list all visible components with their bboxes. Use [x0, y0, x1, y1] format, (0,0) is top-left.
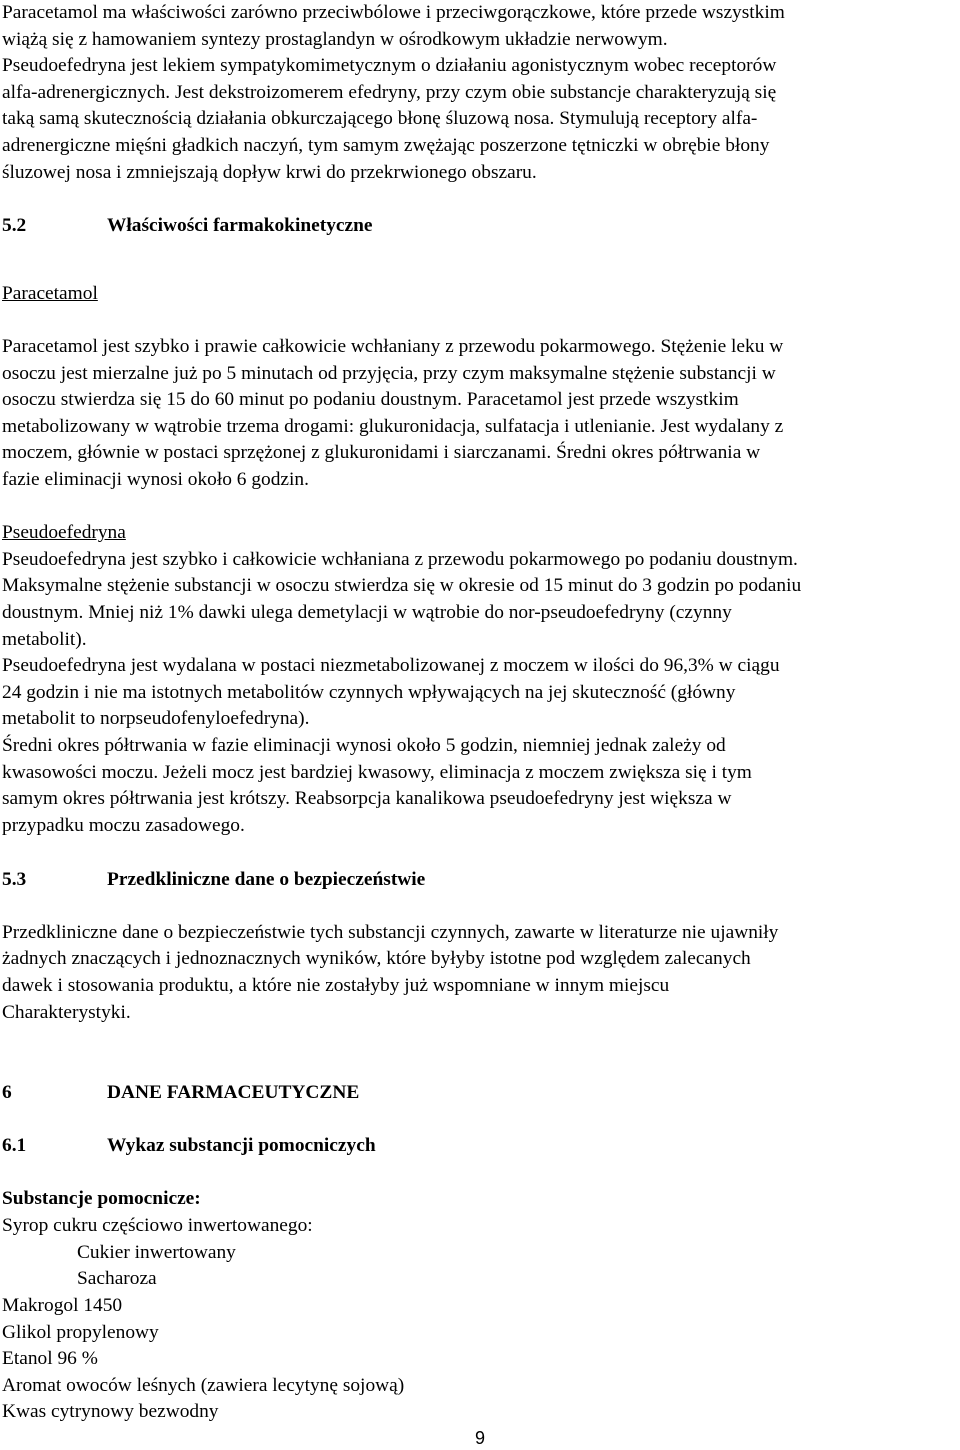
excipient-item: Aromat owoców leśnych (zawiera lecytynę sojową)	[2, 1375, 405, 1396]
paracetamol-line-2: osoczu jest mierzalne już po 5 minutach od przyjęcia, przy czym maksymalne stężenie substancji w	[2, 363, 776, 384]
section-number: 6.1	[2, 1135, 27, 1156]
pseudoefedryna-line-8: Średni okres półtrwania w fazie eliminacji wynosi około 5 godzin, niemniej jednak zależy od	[2, 735, 726, 756]
pseudoefedryna-line-9: kwasowości moczu. Jeżeli mocz jest bardziej kwasowy, eliminacja z moczem zwiększa się i tym	[2, 762, 752, 783]
intro-line-2: wiążą się z hamowaniem syntezy prostaglandyn w ośrodkowym układzie nerwowym.	[2, 29, 668, 50]
excipient-item: Kwas cytrynowy bezwodny	[2, 1401, 219, 1422]
preclinical-line-1: Przedkliniczne dane o bezpieczeństwie tych substancji czynnych, zawarte w literaturze nie ujawniły	[2, 922, 779, 943]
pseudoefedryna-line-4: metabolit).	[2, 629, 87, 650]
pseudoefedryna-line-6: 24 godzin i nie ma istotnych metabolitów czynnych wpływających na jej skuteczność (główny	[2, 682, 736, 703]
intro-line-3: Pseudoefedryna jest lekiem sympatykomimetycznym o działaniu agonistycznym wobec receptorów	[2, 55, 777, 76]
paracetamol-line-3: osoczu stwierdza się 15 do 60 minut po podaniu doustnym. Paracetamol jest przede wszystkim	[2, 389, 739, 410]
section-title: Właściwości farmakokinetyczne	[107, 215, 373, 236]
paracetamol-line-5: moczem, głównie w postaci sprzężonej z glukuronidami i siarczanami. Średni okres półtrwania w	[2, 442, 761, 463]
pseudoefedryna-line-2: Maksymalne stężenie substancji w osoczu stwierdza się w okresie od 15 minut do 3 godzin po podaniu	[2, 575, 802, 596]
paracetamol-line-4: metabolizowany w wątrobie trzema drogami: glukuronidacja, sulfatacja i utlenianie. Jest wydalany z	[2, 416, 784, 437]
section-number: 5.2	[2, 215, 27, 236]
pseudoefedryna-line-10: samym okres półtrwania jest krótszy. Reabsorpcja kanalikowa pseudoefedryny jest większa w	[2, 788, 732, 809]
paracetamol-heading: Paracetamol	[2, 283, 98, 304]
section-6-heading	[2, 1080, 359, 1106]
excipient-item: Cukier inwertowany	[77, 1242, 236, 1263]
page-number: 9	[474, 1428, 485, 1448]
section-number: 6	[2, 1082, 12, 1103]
excipient-item: Etanol 96 %	[2, 1348, 98, 1369]
intro-line-5: taką samą skutecznością działania obkurczającego błonę śluzową nosa. Stymulują receptory alfa-	[2, 108, 758, 129]
section-5-2-heading	[2, 213, 373, 239]
pseudoefedryna-line-1: Pseudoefedryna jest szybko i całkowicie wchłaniana z przewodu pokarmowego po podaniu doustnym.	[2, 549, 798, 570]
excipient-item: Glikol propylenowy	[2, 1322, 159, 1343]
pseudoefedryna-line-5: Pseudoefedryna jest wydalana w postaci niezmetabolizowanej z moczem w ilości do 96,3% w ciągu	[2, 655, 780, 676]
section-title: DANE FARMACEUTYCZNE	[107, 1082, 360, 1103]
section-title: Wykaz substancji pomocniczych	[107, 1135, 376, 1156]
pseudoefedryna-heading: Pseudoefedryna	[2, 522, 126, 543]
pseudoefedryna-line-7: metabolit to norpseudofenyloefedryna).	[2, 708, 310, 729]
paracetamol-line-6: fazie eliminacji wynosi około 6 godzin.	[2, 469, 309, 490]
preclinical-line-3: dawek i stosowania produktu, a które nie zostałyby już wspomniane w innym miejscu	[2, 975, 670, 996]
excipients-heading: Substancje pomocnicze:	[2, 1188, 201, 1209]
excipient-item: Makrogol 1450	[2, 1295, 123, 1316]
pseudoefedryna-line-3: doustnym. Mniej niż 1% dawki ulega demetylacji w wątrobie do nor-pseudoefedryny (czynny	[2, 602, 732, 623]
section-5-3-heading	[2, 867, 425, 893]
intro-line-6: adrenergiczne mięśni gładkich naczyń, tym samym zwężając poszerzone tętniczki w obrębie błony	[2, 135, 770, 156]
intro-line-4: alfa-adrenergicznych. Jest dekstroizomerem efedryny, przy czym obie substancje charakteryzują się	[2, 82, 777, 103]
excipient-item: Syrop cukru częściowo inwertowanego:	[2, 1215, 313, 1236]
paracetamol-line-1: Paracetamol jest szybko i prawie całkowicie wchłaniany z przewodu pokarmowego. Stężenie leku w	[2, 336, 784, 357]
excipient-item: Sacharoza	[77, 1268, 157, 1289]
intro-line-1: Paracetamol ma właściwości zarówno przeciwbólowe i przeciwgorączkowe, które przede wszystkim	[2, 2, 785, 23]
section-title: Przedkliniczne dane o bezpieczeństwie	[107, 869, 426, 890]
section-number: 5.3	[2, 869, 27, 890]
preclinical-line-2: żadnych znaczących i jednoznacznych wyników, które byłyby istotne pod względem zalecanych	[2, 948, 751, 969]
section-6-1-heading	[2, 1133, 376, 1159]
intro-line-7: śluzowej nosa i zmniejszają dopływ krwi do przekrwionego obszaru.	[2, 162, 537, 183]
preclinical-line-4: Charakterystyki.	[2, 1002, 131, 1023]
pseudoefedryna-line-11: przypadku moczu zasadowego.	[2, 815, 245, 836]
